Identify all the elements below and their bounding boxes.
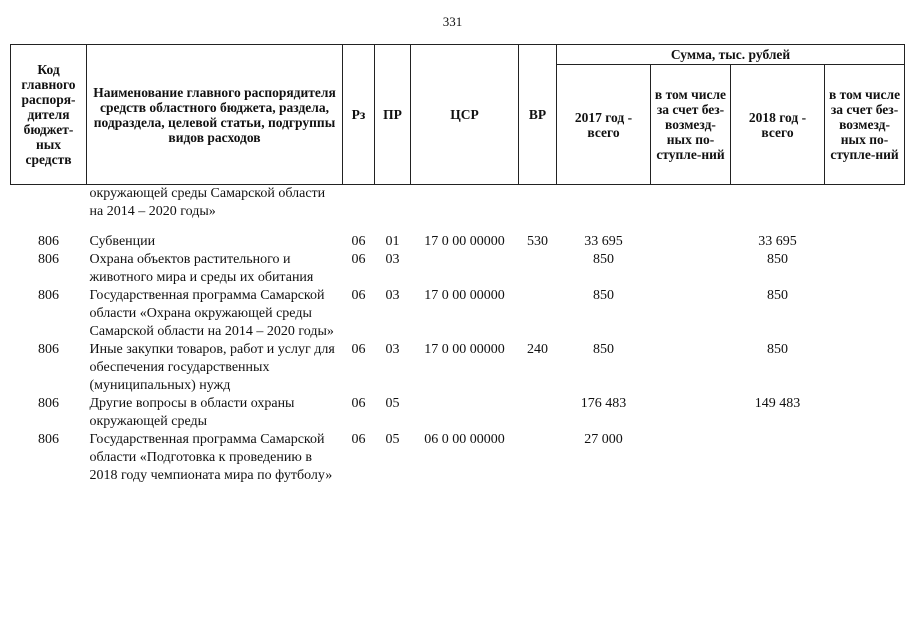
table-row [11,233,905,251]
target-article-cell: 17 0 00 00000 [424,234,505,249]
amount-2017-cell: 27 000 [584,432,623,447]
header-sum: Сумма, тыс. рублей [557,45,905,65]
page-number: 331 [442,14,463,29]
table-row [11,431,905,485]
subsection-code-cell: 01 [385,234,400,249]
item-name-cell: Иные закупки товаров, работ и услуг для обеспечения государственных (муниципальных) нужд [89,342,335,393]
budget-table [10,44,905,485]
header-code: Код главного распоря-дителя бюджет-ных средств [11,45,87,185]
target-article-cell: 17 0 00 00000 [424,342,505,357]
expense-type-cell: 530 [527,234,548,249]
target-article-cell: 06 0 00 00000 [424,432,505,447]
budget-admin-code-cell: 806 [38,288,59,303]
gratis-2017-cell [651,431,731,485]
target-article-cell [411,185,519,234]
expense-type-cell [519,251,557,287]
amount-2017-cell: 850 [593,288,614,303]
budget-admin-code-cell [11,185,87,234]
gratis-2017-cell [651,251,731,287]
header-vr: ВР [519,45,557,185]
amount-2018-cell: 149 483 [754,396,801,411]
section-code-cell [343,185,375,234]
header-csr: ЦСР [411,45,519,185]
expense-type-cell [519,431,557,485]
gratis-2018-cell [825,251,905,287]
budget-admin-code-cell: 806 [38,396,59,411]
amount-2018-cell [731,431,825,485]
header-2017-gratis: в том числе за счет без-возмезд-ных по-ступле-ний [651,65,731,185]
gratis-2017-cell [651,395,731,431]
gratis-2018-cell [825,185,905,234]
item-name-cell: окружающей среды Самарской области на 2014 – 2020 годы» [89,186,326,219]
section-code-cell: 06 [351,234,366,249]
amount-2018-cell: 850 [767,288,788,303]
section-code-cell: 06 [351,396,366,411]
subsection-code-cell: 03 [385,288,400,303]
table-row [11,251,905,287]
target-article-cell [411,395,519,431]
target-article-cell [411,251,519,287]
amount-2018-cell: 850 [767,252,788,267]
table-row [11,395,905,431]
budget-admin-code-cell: 806 [38,252,59,267]
subsection-code-cell: 03 [385,342,400,357]
budget-admin-code-cell: 806 [38,432,59,447]
amount-2017-cell: 850 [593,342,614,357]
table-row [11,341,905,395]
item-name-cell: Государственная программа Самарской области «Подготовка к проведению в 2018 году чемпионата мира по футболу» [89,432,333,483]
subsection-code-cell [375,185,411,234]
amount-2018-cell: 33 695 [758,234,797,249]
amount-2017-cell [557,185,651,234]
gratis-2018-cell [825,431,905,485]
table-row [11,185,905,234]
gratis-2018-cell [825,287,905,341]
item-name-cell: Государственная программа Самарской области «Охрана окружающей среды Самарской области на 2014 – 2020 годы» [89,288,334,339]
section-code-cell: 06 [351,288,366,303]
amount-2017-cell: 33 695 [584,234,623,249]
budget-admin-code-cell: 806 [38,234,59,249]
header-pr: ПР [375,45,411,185]
amount-2017-cell: 850 [593,252,614,267]
header-rz: Рз [343,45,375,185]
item-name-cell: Другие вопросы в области охраны окружающей среды [89,396,295,429]
header-2018-total: 2018 год - всего [731,65,825,185]
section-code-cell: 06 [351,342,366,357]
header-2017-total: 2017 год - всего [557,65,651,185]
gratis-2017-cell [651,287,731,341]
gratis-2018-cell [825,341,905,395]
amount-2018-cell [731,185,825,234]
item-name-cell: Охрана объектов растительного и животного мира и среды их обитания [89,252,314,285]
subsection-code-cell: 03 [385,252,400,267]
table-row [11,287,905,341]
header-name: Наименование главного распорядителя средств областного бюджета, раздела, подраздела, целевой статьи, подгруппы видов расходов [87,45,343,185]
subsection-code-cell: 05 [385,432,400,447]
amount-2018-cell: 850 [767,342,788,357]
gratis-2018-cell [825,233,905,251]
expense-type-cell [519,185,557,234]
gratis-2017-cell [651,185,731,234]
expense-type-cell [519,287,557,341]
gratis-2018-cell [825,395,905,431]
table-header [11,45,905,185]
gratis-2017-cell [651,341,731,395]
section-code-cell: 06 [351,432,366,447]
amount-2017-cell: 176 483 [580,396,627,411]
item-name-cell: Субвенции [89,234,156,249]
gratis-2017-cell [651,233,731,251]
target-article-cell: 17 0 00 00000 [424,288,505,303]
header-2018-gratis: в том числе за счет без-возмезд-ных по-ступле-ний [825,65,905,185]
subsection-code-cell: 05 [385,396,400,411]
section-code-cell: 06 [351,252,366,267]
table-body [11,185,905,486]
expense-type-cell: 240 [527,342,548,357]
expense-type-cell [519,395,557,431]
budget-admin-code-cell: 806 [38,342,59,357]
